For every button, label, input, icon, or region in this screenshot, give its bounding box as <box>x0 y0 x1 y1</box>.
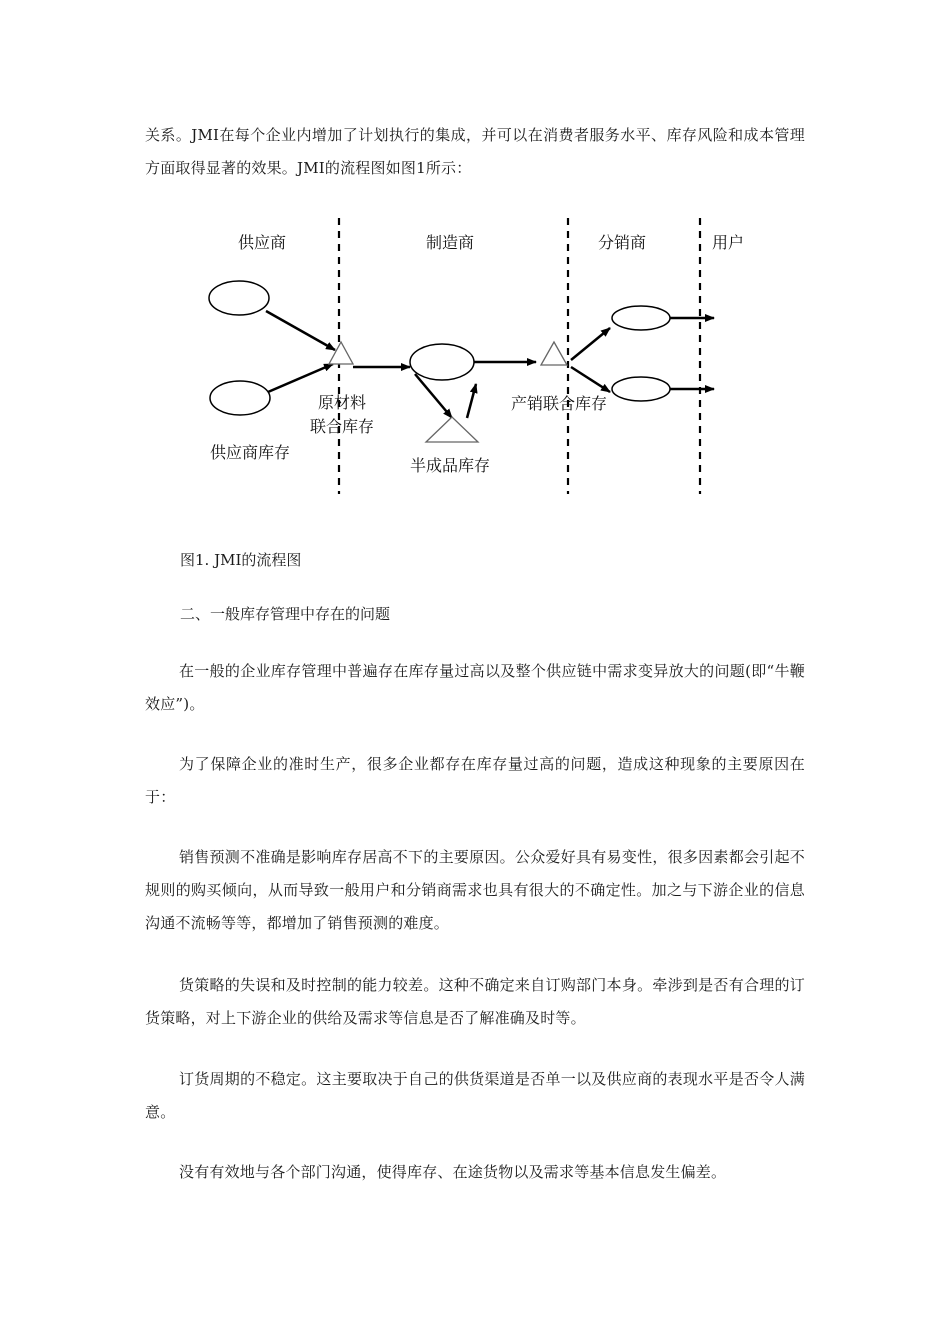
column-manufacturer-label: 制造商 <box>426 233 475 252</box>
figure-caption: 图1. JMI的流程图 <box>180 551 302 569</box>
wip-inventory-triangle <box>426 417 478 442</box>
product-sales-inventory-triangle <box>541 342 567 365</box>
raw-material-label-line1: 原材料 <box>318 393 367 412</box>
paragraph-reasons-intro: 为了保障企业的准时生产，很多企业都存在库存量过高的问题，造成这种现象的主要原因在于： <box>145 755 805 806</box>
section-heading: 二、一般库存管理中存在的问题 <box>180 605 391 623</box>
intro-paragraph: 关系。JMI在每个企业内增加了计划执行的集成，并可以在消费者服务水平、库存风险和成本管理方面取得显著的效果。JMI的流程图如图1所示： <box>145 126 805 177</box>
column-user-label: 用户 <box>712 233 745 252</box>
arrow-sales-to-distributor-top <box>571 328 610 360</box>
raw-material-inventory-triangle <box>329 342 353 364</box>
manufacturer-node <box>410 344 474 380</box>
raw-material-label-line2: 联合库存 <box>310 417 375 436</box>
supplier-inventory-label: 供应商库存 <box>210 443 291 462</box>
distributor-node-top <box>612 306 670 330</box>
arrow-supplier-bottom-to-raw <box>268 364 333 392</box>
paragraph-order-cycle: 订货周期的不稳定。这主要取决于自己的供货渠道是否单一以及供应商的表现水平是否令人满意。 <box>145 1070 805 1121</box>
wip-inventory-label: 半成品库存 <box>410 456 491 475</box>
jmi-flowchart <box>200 212 760 502</box>
paragraph-forecast: 销售预测不准确是影响库存居高不下的主要原因。公众爱好具有易变性，很多因素都会引起不规则的购买倾向，从而导致一般用户和分销商需求也具有很大的不确定性。加之与下游企业的信息沟通不流畅等等，都增加了销售预测的难度。 <box>145 848 805 932</box>
arrow-manufacturer-to-wip <box>415 374 452 418</box>
column-distributor-label: 分销商 <box>598 233 647 252</box>
paragraph-ordering-strategy: 货策略的失误和及时控制的能力较差。这种不确定来自订购部门本身。牵涉到是否有合理的订货策略，对上下游企业的供给及需求等信息是否了解准确及时等。 <box>145 976 805 1027</box>
supplier-node-bottom <box>210 381 270 415</box>
paragraph-communication: 没有有效地与各个部门沟通，使得库存、在途货物以及需求等基本信息发生偏差。 <box>179 1163 727 1181</box>
column-supplier-label: 供应商 <box>238 233 287 252</box>
arrow-sales-to-distributor-bottom <box>571 367 610 392</box>
supplier-node-top <box>209 281 269 315</box>
distributor-node-bottom <box>612 377 670 401</box>
product-sales-inventory-label: 产销联合库存 <box>511 394 608 413</box>
paragraph-bullwhip: 在一般的企业库存管理中普遍存在库存量过高以及整个供应链中需求变异放大的问题(即“牛鞭效应”)。 <box>145 662 805 713</box>
arrow-supplier-top-to-raw <box>266 311 335 350</box>
arrow-wip-up <box>467 384 476 418</box>
